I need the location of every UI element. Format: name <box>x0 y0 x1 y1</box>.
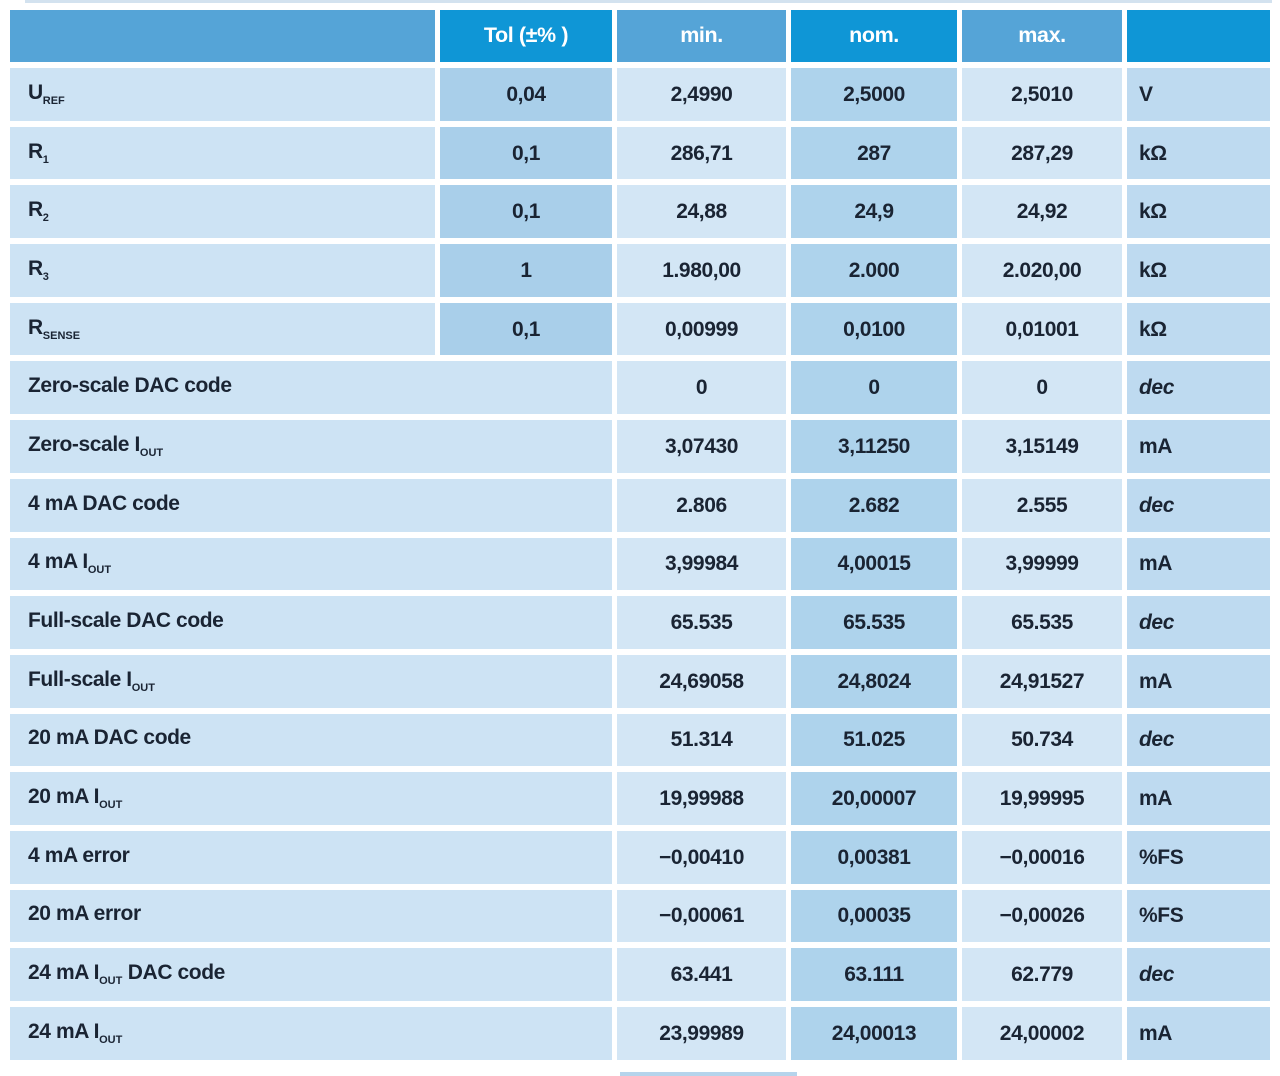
unit-cell: kΩ <box>1127 185 1270 238</box>
header-tol-cell: Tol (±% ) <box>440 10 612 62</box>
row-label: 20 mA $I_{OUT}$ <box>10 772 612 825</box>
unit-cell: mA <box>1127 772 1270 825</box>
min-cell: 3,07430 <box>617 420 786 473</box>
nom-cell: 24,00013 <box>791 1007 957 1060</box>
header-nom-cell: nom. <box>791 10 957 62</box>
row-label: $R_2$ <box>10 185 435 238</box>
max-cell: 24,91527 <box>962 655 1122 708</box>
max-cell: −0,00026 <box>962 890 1122 943</box>
nom-cell: 2.000 <box>791 244 957 297</box>
max-cell: 65.535 <box>962 596 1122 649</box>
table-row <box>10 420 1270 473</box>
unit-cell: mA <box>1127 655 1270 708</box>
unit-cell: dec <box>1127 714 1270 767</box>
table-row <box>10 772 1270 825</box>
table-row <box>10 831 1270 884</box>
unit-cell: %FS <box>1127 890 1270 943</box>
header-max-cell: max. <box>962 10 1122 62</box>
row-label: 24 mA $I_{OUT}$ DAC code <box>10 948 612 1001</box>
unit-cell: dec <box>1127 361 1270 414</box>
row-label: 4 mA error <box>10 831 612 884</box>
tol-cell: 0,1 <box>440 185 612 238</box>
top-divider <box>25 0 1272 3</box>
nom-cell: 0,0100 <box>791 303 957 356</box>
min-cell: −0,00061 <box>617 890 786 943</box>
nom-cell: 51.025 <box>791 714 957 767</box>
min-cell: 63.441 <box>617 948 786 1001</box>
row-label: 20 mA error <box>10 890 612 943</box>
min-cell: 286,71 <box>617 127 786 180</box>
min-cell: 0 <box>617 361 786 414</box>
max-cell: 287,29 <box>962 127 1122 180</box>
max-cell: 24,92 <box>962 185 1122 238</box>
unit-cell: dec <box>1127 596 1270 649</box>
nom-cell: 20,00007 <box>791 772 957 825</box>
unit-cell: dec <box>1127 948 1270 1001</box>
row-label: Full-scale $I_{OUT}$ <box>10 655 612 708</box>
row-label: $R_{SENSE}$ <box>10 303 435 356</box>
max-cell: 2.020,00 <box>962 244 1122 297</box>
table-row <box>10 714 1270 767</box>
max-cell: 50.734 <box>962 714 1122 767</box>
table-row <box>10 303 1270 356</box>
table-row <box>10 479 1270 532</box>
unit-cell: dec <box>1127 479 1270 532</box>
min-cell: 51.314 <box>617 714 786 767</box>
spec-table <box>10 10 1270 1066</box>
min-cell: 24,88 <box>617 185 786 238</box>
max-cell: 0,01001 <box>962 303 1122 356</box>
table-row <box>10 68 1270 121</box>
tol-cell: 0,1 <box>440 127 612 180</box>
min-cell: 2.806 <box>617 479 786 532</box>
table-row <box>10 361 1270 414</box>
table-row <box>10 127 1270 180</box>
nom-cell: 24,9 <box>791 185 957 238</box>
row-label: 4 mA DAC code <box>10 479 612 532</box>
table-header-row <box>10 10 1270 62</box>
row-label: Zero-scale DAC code <box>10 361 612 414</box>
min-cell: 3,99984 <box>617 538 786 591</box>
max-cell: 19,99995 <box>962 772 1122 825</box>
row-label: $R_1$ <box>10 127 435 180</box>
nom-cell: 0,00381 <box>791 831 957 884</box>
header-label-cell <box>10 10 435 62</box>
min-cell: 23,99989 <box>617 1007 786 1060</box>
nom-cell: 3,11250 <box>791 420 957 473</box>
max-cell: 3,15149 <box>962 420 1122 473</box>
header-unit-cell <box>1127 10 1270 62</box>
tol-cell: 0,1 <box>440 303 612 356</box>
min-cell: 19,99988 <box>617 772 786 825</box>
unit-cell: mA <box>1127 420 1270 473</box>
max-cell: 3,99999 <box>962 538 1122 591</box>
max-cell: −0,00016 <box>962 831 1122 884</box>
min-cell: 1.980,00 <box>617 244 786 297</box>
table-row <box>10 596 1270 649</box>
nom-cell: 2.682 <box>791 479 957 532</box>
table-row <box>10 185 1270 238</box>
header-min-cell: min. <box>617 10 786 62</box>
unit-cell: mA <box>1127 538 1270 591</box>
unit-cell: kΩ <box>1127 244 1270 297</box>
table-row <box>10 1007 1270 1060</box>
table-row <box>10 948 1270 1001</box>
row-label: $U_{REF}$ <box>10 68 435 121</box>
min-cell: 24,69058 <box>617 655 786 708</box>
max-cell: 2,5010 <box>962 68 1122 121</box>
nom-cell: 24,8024 <box>791 655 957 708</box>
table-body <box>10 68 1270 1060</box>
nom-cell: 4,00015 <box>791 538 957 591</box>
max-cell: 0 <box>962 361 1122 414</box>
max-cell: 62.779 <box>962 948 1122 1001</box>
min-cell: −0,00410 <box>617 831 786 884</box>
min-cell: 0,00999 <box>617 303 786 356</box>
unit-cell: V <box>1127 68 1270 121</box>
nom-cell: 287 <box>791 127 957 180</box>
max-cell: 2.555 <box>962 479 1122 532</box>
nom-cell: 65.535 <box>791 596 957 649</box>
table-row <box>10 655 1270 708</box>
nom-cell: 0 <box>791 361 957 414</box>
tol-cell: 0,04 <box>440 68 612 121</box>
unit-cell: kΩ <box>1127 303 1270 356</box>
min-cell: 2,4990 <box>617 68 786 121</box>
nom-cell: 63.111 <box>791 948 957 1001</box>
table-row <box>10 890 1270 943</box>
nom-cell: 0,00035 <box>791 890 957 943</box>
min-cell: 65.535 <box>617 596 786 649</box>
next-table-edge <box>620 1072 797 1076</box>
row-label: 24 mA $I_{OUT}$ <box>10 1007 612 1060</box>
unit-cell: %FS <box>1127 831 1270 884</box>
max-cell: 24,00002 <box>962 1007 1122 1060</box>
row-label: 4 mA $I_{OUT}$ <box>10 538 612 591</box>
row-label: Full-scale DAC code <box>10 596 612 649</box>
table-row <box>10 244 1270 297</box>
row-label: $R_3$ <box>10 244 435 297</box>
tol-cell: 1 <box>440 244 612 297</box>
unit-cell: mA <box>1127 1007 1270 1060</box>
table-row <box>10 538 1270 591</box>
row-label: 20 mA DAC code <box>10 714 612 767</box>
nom-cell: 2,5000 <box>791 68 957 121</box>
unit-cell: kΩ <box>1127 127 1270 180</box>
row-label: Zero-scale $I_{OUT}$ <box>10 420 612 473</box>
